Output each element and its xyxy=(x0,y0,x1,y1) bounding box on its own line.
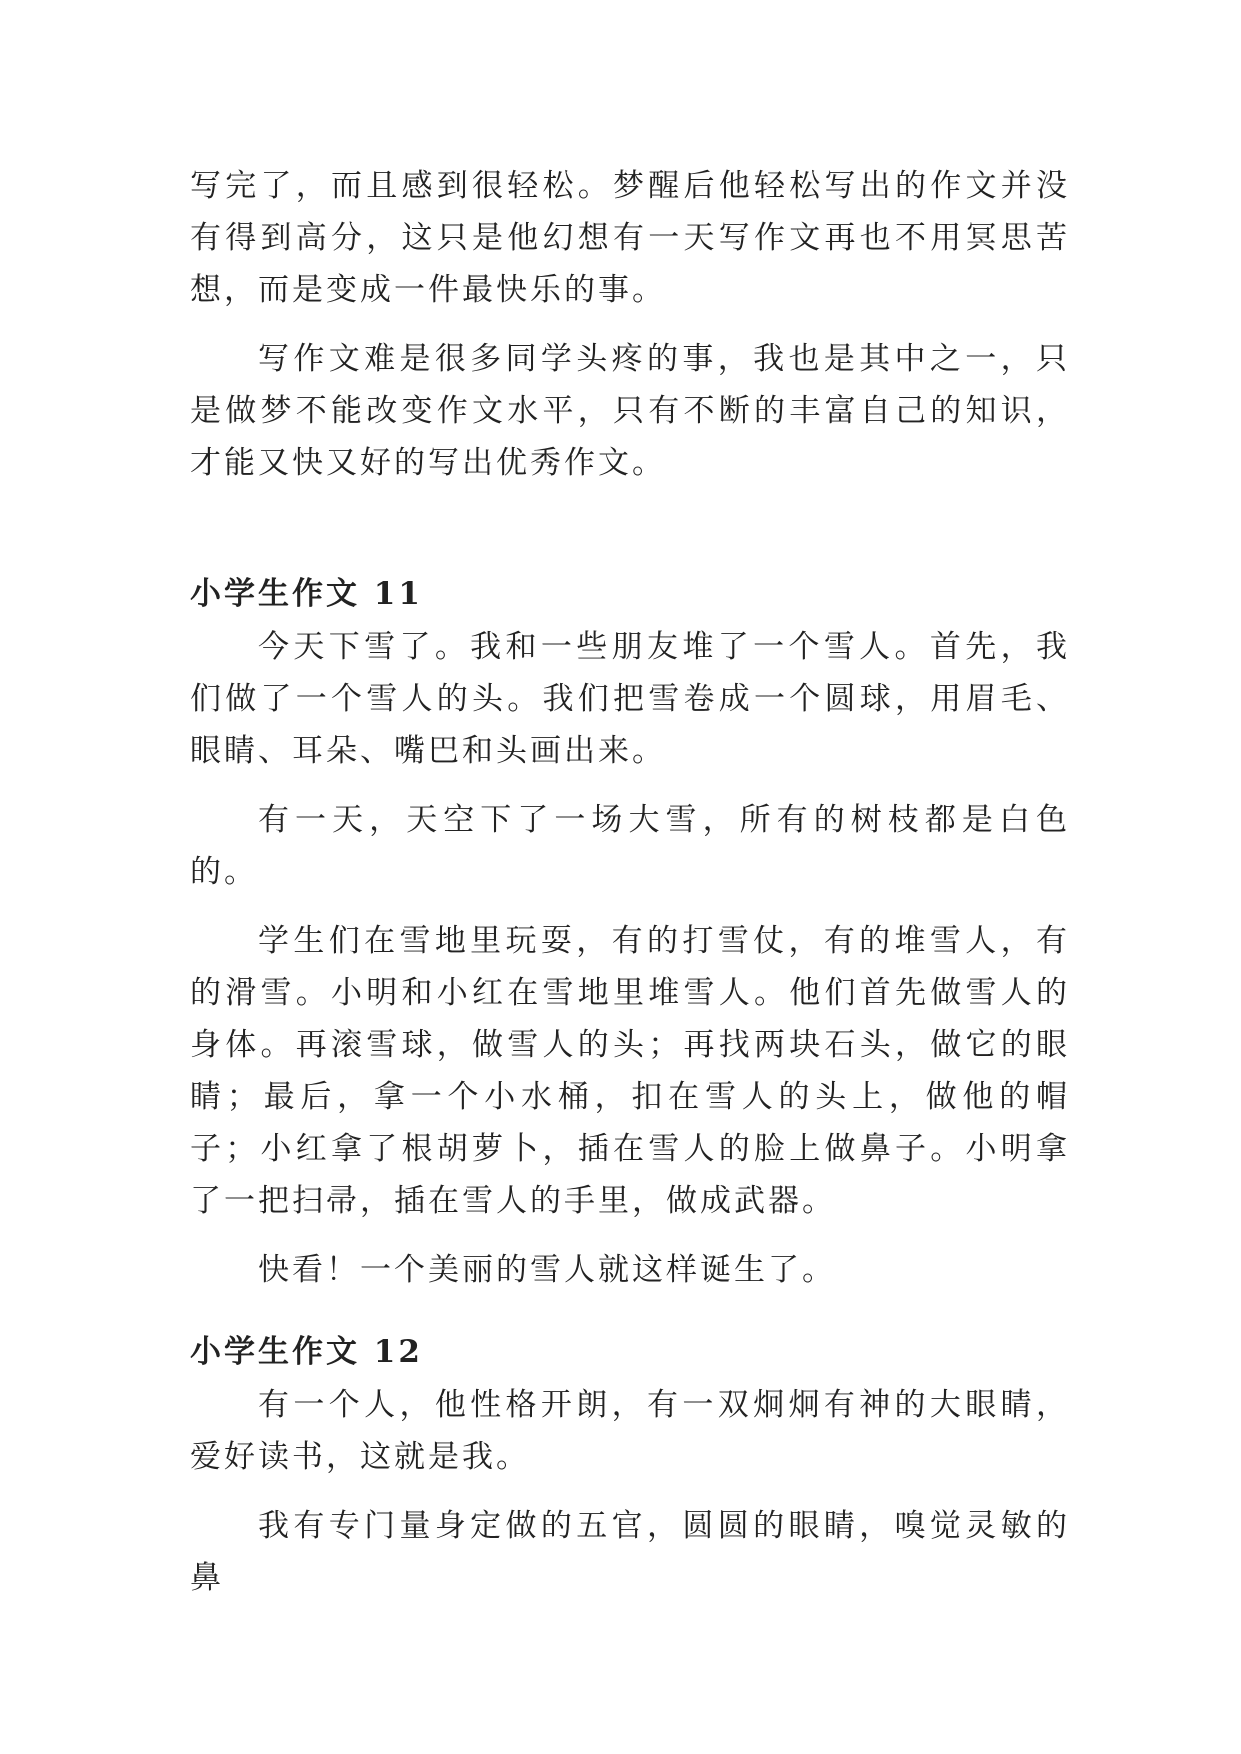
essay-12-title: 小学生作文 12 xyxy=(190,1334,423,1370)
paragraph: 今天下雪了。我和一些朋友堆了一个雪人。首先，我们做了一个雪人的头。我们把雪卷成一个圆球，用眉毛、眼睛、耳朵、嘴巴和头画出来。 xyxy=(190,629,1070,769)
paragraph: 学生们在雪地里玩耍，有的打雪仗，有的堆雪人，有的滑雪。小明和小红在雪地里堆雪人。他们首先做雪人的身体。再滚雪球，做雪人的头；再找两块石头，做它的眼睛；最后，拿一个小水桶，扣在雪人的头上，做他的帽子；小红拿了根胡萝卜，插在雪人的脸上做鼻子。小明拿了一把扫帚，插在雪人的手里，做成武器。 xyxy=(190,923,1070,1219)
essay-12-body xyxy=(190,1379,1070,1621)
essay-11-body xyxy=(190,621,1070,1313)
paragraph: 写作文难是很多同学头疼的事，我也是其中之一，只是做梦不能改变作文水平，只有不断的丰富自己的知识，才能又快又好的写出优秀作文。 xyxy=(190,341,1070,481)
paragraph: 快看！一个美丽的雪人就这样诞生了。 xyxy=(258,1252,836,1288)
essay-11-title: 小学生作文 11 xyxy=(190,576,423,612)
continuation-section xyxy=(190,160,1070,506)
paragraph: 我有专门量身定做的五官，圆圆的眼睛，嗅觉灵敏的鼻 xyxy=(190,1508,1070,1596)
paragraph: 有一天，天空下了一场大雪，所有的树枝都是白色的。 xyxy=(190,802,1070,890)
paragraph: 有一个人，他性格开朗，有一双炯炯有神的大眼睛，爱好读书，这就是我。 xyxy=(190,1387,1070,1475)
paragraph: 写完了，而且感到很轻松。梦醒后他轻松写出的作文并没有得到高分，这只是他幻想有一天写作文再也不用冥思苦想，而是变成一件最快乐的事。 xyxy=(190,168,1070,308)
